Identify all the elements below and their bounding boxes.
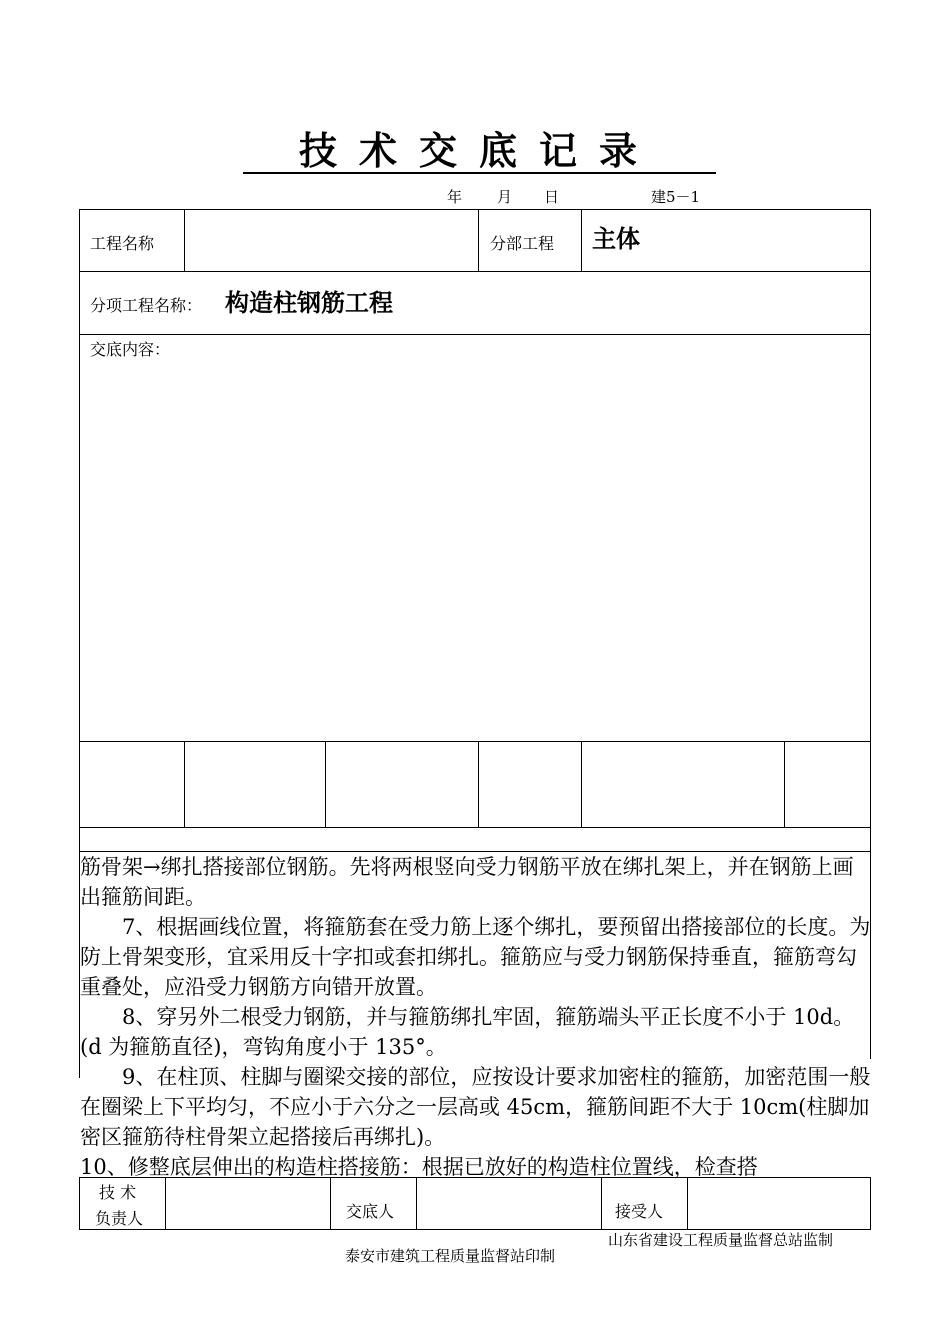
supervisor-note: 山东省建设工程质量监督总站监制 xyxy=(608,1231,834,1249)
subitem-label: 分项工程名称： xyxy=(90,296,203,315)
division-label: 分部工程 xyxy=(490,234,555,253)
grid-line xyxy=(79,827,871,828)
tech-lead-label-line1: 技 术 xyxy=(99,1183,137,1202)
grid-line xyxy=(330,1177,331,1229)
grid-line xyxy=(79,271,871,272)
grid-line xyxy=(478,209,479,271)
discloser-label: 交底人 xyxy=(346,1202,395,1221)
grid-line xyxy=(870,209,871,852)
content-paragraph: 7、根据画线位置，将箍筋套在受力筋上逐个绑扎，要预留出搭接部位的长度。为防上骨架变形，宜采用反十字扣或套扣绑扎。箍筋应与受力钢筋保持垂直，箍筋弯勾重叠处，应沿受力钢筋方向错开放置。 xyxy=(80,915,871,999)
receiver-label: 接受人 xyxy=(615,1202,664,1221)
grid-line xyxy=(79,334,871,335)
grid-line xyxy=(581,209,582,271)
project-name-label: 工程名称 xyxy=(90,234,155,253)
title-underline xyxy=(243,172,716,174)
tech-lead-label-line2: 负责人 xyxy=(95,1209,144,1228)
content-paragraph: 8、穿另外二根受力钢筋，并与箍筋绑扎牢固，箍筋端头平正长度不小于 10d。(d 为箍筋直径)，弯钩角度小于 135°。 xyxy=(80,1005,855,1059)
printer-note: 泰安市建筑工程质量监督站印制 xyxy=(345,1247,556,1265)
grid-line xyxy=(79,1177,80,1229)
grid-line xyxy=(687,1177,688,1229)
content-paragraph: 筋骨架→绑扎搭接部位钢筋。先将两根竖向受力钢筋平放在绑扎架上，并在钢筋上画出箍筋间距。 xyxy=(80,855,854,909)
grid-line xyxy=(184,209,185,271)
content-label: 交底内容： xyxy=(90,340,171,359)
grid-line xyxy=(79,741,871,742)
content-paragraph: 10、修整底层伸出的构造柱搭接筋：根据已放好的构造柱位置线，检查搭 xyxy=(80,1155,758,1179)
subitem-value[interactable]: 构造柱钢筋工程 xyxy=(225,289,393,317)
document-title: 技术交底记录 xyxy=(298,129,659,173)
grid-line xyxy=(79,209,871,210)
grid-line xyxy=(184,741,185,827)
content-paragraph: 9、在柱顶、柱脚与圈梁交接的部位，应按设计要求加密柱的箍筋，加密范围一般在圈梁上下平均匀，不应小于六分之一层高或 45cm，箍筋间距不大于 10cm(柱脚加密区箍筋待柱骨架立起搭接后再绑扎)。 xyxy=(80,1065,871,1149)
grid-line xyxy=(165,1177,166,1229)
date-day: 日 xyxy=(544,188,560,206)
grid-line xyxy=(478,741,479,827)
disclosure-content xyxy=(80,852,872,1182)
grid-line xyxy=(784,741,785,827)
grid-line xyxy=(416,1177,417,1229)
grid-line xyxy=(870,1177,871,1229)
date-year: 年 xyxy=(447,188,463,206)
division-value[interactable]: 主体 xyxy=(592,225,640,253)
grid-line xyxy=(325,741,326,827)
grid-line xyxy=(581,741,582,827)
grid-line xyxy=(79,1177,871,1178)
date-month: 月 xyxy=(497,188,513,206)
form-code: 建5－1 xyxy=(651,188,701,206)
grid-line xyxy=(79,209,80,852)
grid-line xyxy=(601,1177,602,1229)
